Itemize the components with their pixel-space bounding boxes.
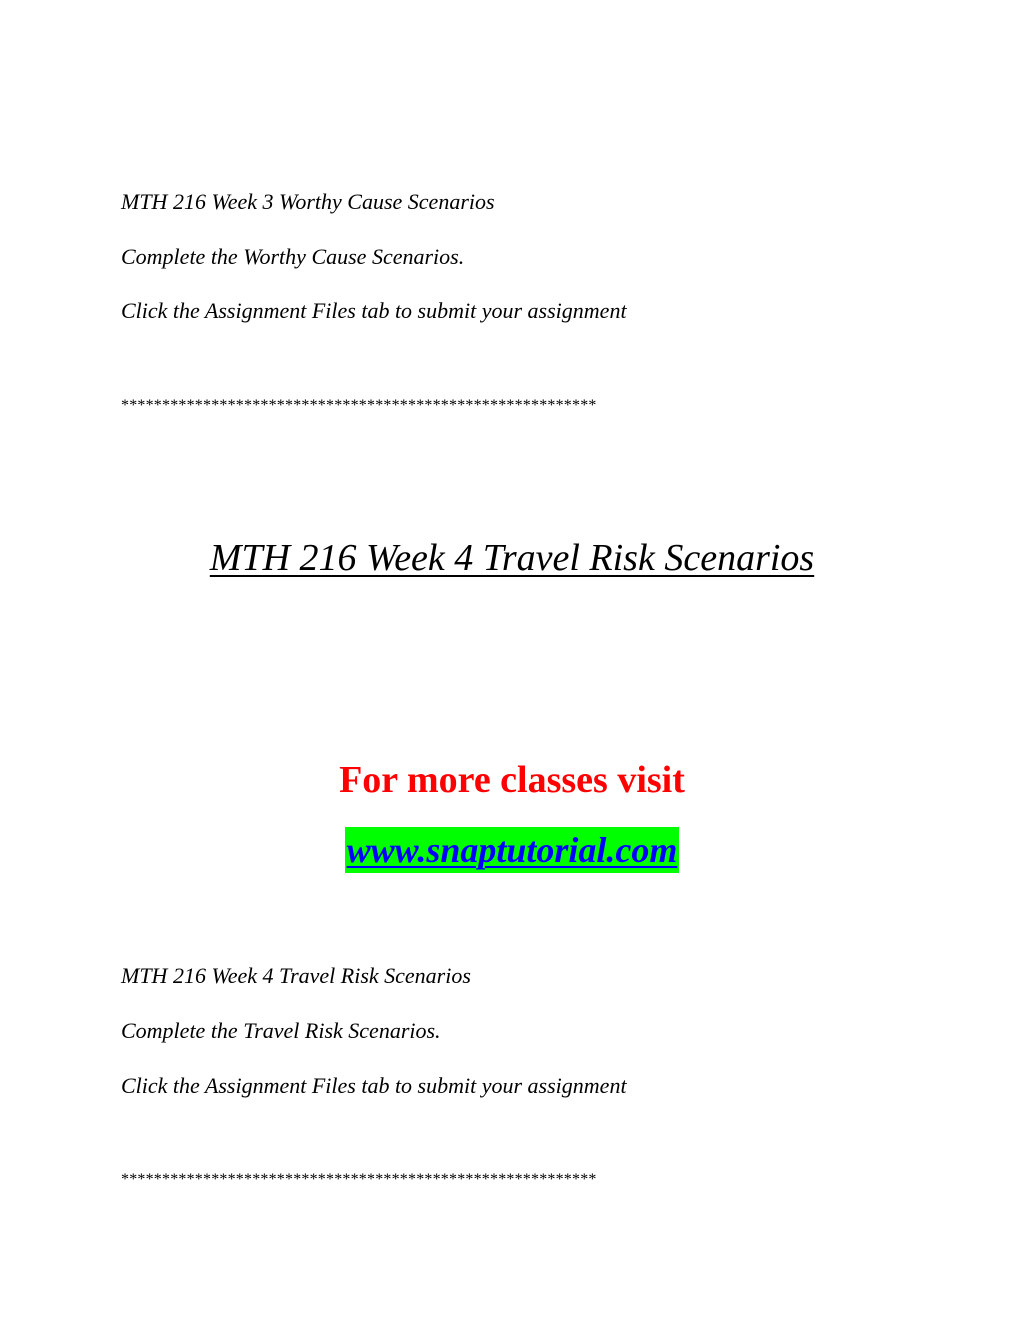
promo-link-wrap: [0, 827, 1024, 873]
block2-separator: **********************************************************: [121, 1171, 597, 1188]
block1-submit-note: Click the Assignment Files tab to submit your assignment: [121, 298, 627, 323]
block1-separator: **********************************************************: [121, 397, 597, 414]
block1-title: MTH 216 Week 3 Worthy Cause Scenarios: [121, 189, 495, 214]
block2-submit-note: Click the Assignment Files tab to submit your assignment: [121, 1073, 627, 1098]
section-heading: MTH 216 Week 4 Travel Risk Scenarios: [209, 537, 815, 579]
block1-instruction: Complete the Worthy Cause Scenarios.: [121, 244, 465, 269]
snaptutorial-link[interactable]: www.snaptutorial.com: [345, 827, 680, 873]
block2-title: MTH 216 Week 4 Travel Risk Scenarios: [121, 963, 471, 988]
block2-instruction: Complete the Travel Risk Scenarios.: [121, 1018, 441, 1043]
promo-title: For more classes visit: [339, 759, 685, 801]
